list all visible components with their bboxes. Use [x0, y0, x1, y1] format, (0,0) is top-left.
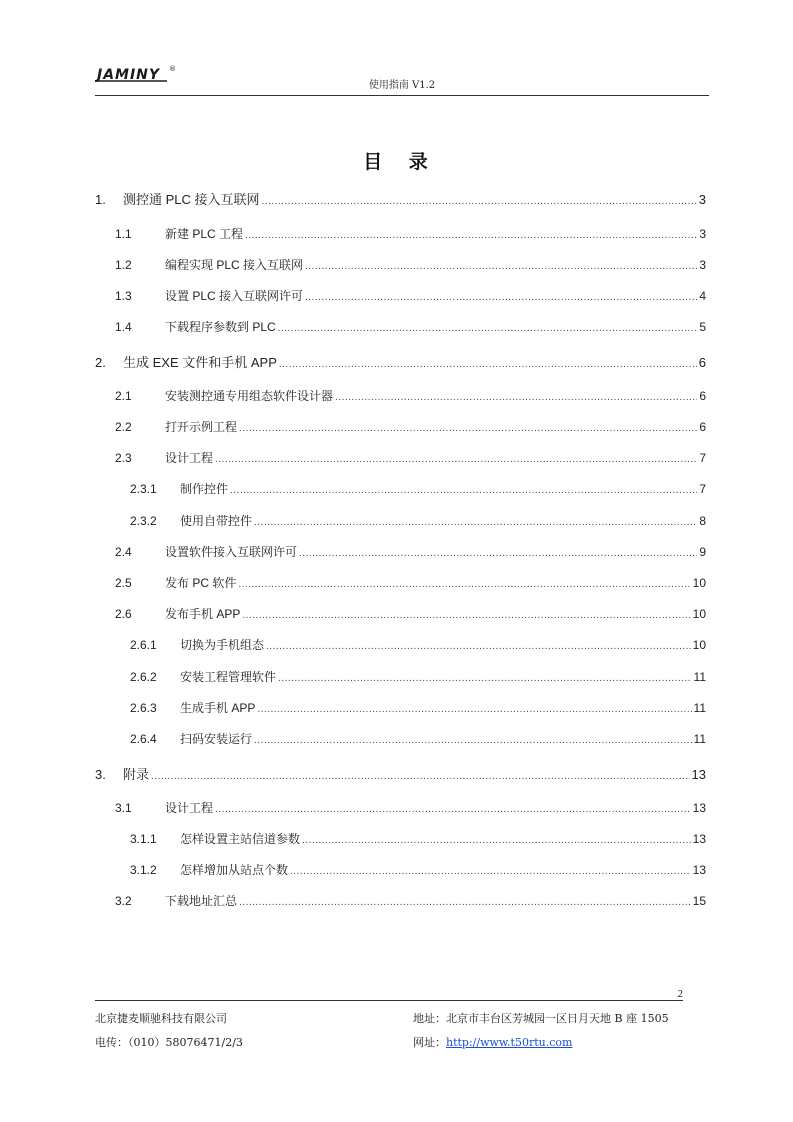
toc-entry-number: 3. [95, 767, 106, 782]
toc-entry-number: 1.4 [115, 320, 132, 334]
toc-entry-3-2[interactable] [115, 892, 706, 910]
toc-entry-page: 7 [699, 451, 706, 465]
dot-leader [238, 579, 690, 590]
toc-entry-number: 2.3.1 [130, 482, 157, 496]
toc-entry-page: 10 [692, 638, 706, 652]
toc-entry-page: 13 [692, 863, 706, 877]
toc-entry-number: 1.1 [115, 227, 132, 241]
toc-entry-2-4[interactable] [115, 543, 706, 561]
toc-entry-page: 15 [692, 894, 706, 908]
toc-entry-page: 3 [699, 258, 706, 272]
toc-entry-label: 切换为手机组态 [180, 638, 265, 652]
website-label: 网址： [413, 1036, 446, 1049]
toc-entry-1-4[interactable] [115, 318, 706, 336]
toc-entry-2-3-1[interactable] [130, 480, 706, 498]
toc-entry-page: 11 [693, 670, 706, 684]
toc-entry-2-6-1[interactable] [130, 636, 706, 654]
dot-leader [278, 673, 692, 684]
footer-divider [95, 1000, 683, 1001]
dot-leader [239, 423, 697, 434]
dot-leader [257, 704, 691, 715]
toc-entry-page: 13 [691, 767, 706, 782]
toc-entry-page: 3 [699, 227, 706, 241]
toc-entry-2-6-4[interactable] [130, 730, 706, 748]
toc-entry-page: 10 [692, 576, 706, 590]
toc-entry-page: 13 [692, 832, 706, 846]
toc-entry-page: 4 [699, 289, 706, 303]
dot-leader [254, 735, 692, 746]
website-link[interactable]: http://www.t50rtu.com [446, 1036, 573, 1049]
toc-entry-page: 6 [699, 420, 706, 434]
toc-entry-number: 2.5 [115, 576, 132, 590]
toc-entry-2[interactable] [95, 352, 706, 370]
toc-entry-label: 设置软件接入互联网许可 [165, 545, 298, 559]
toc-entry-number: 2.6.3 [130, 701, 157, 715]
toc-entry-2-6-2[interactable] [130, 668, 706, 686]
toc-entry-2-6-3[interactable] [130, 699, 706, 717]
toc-entry-page: 13 [692, 801, 706, 815]
toc-entry-number: 1.3 [115, 289, 132, 303]
website-row [413, 1034, 572, 1050]
toc-entry-number: 2.3 [115, 451, 132, 465]
toc-entry-3-1-1[interactable] [130, 830, 706, 848]
toc-entry-page: 5 [699, 320, 706, 334]
dot-leader [215, 454, 697, 465]
toc-entry-number: 2.6.2 [130, 670, 157, 684]
toc-entry-2-5[interactable] [115, 574, 706, 592]
company-address: 地址：北京市丰台区芳城园一区日月天地 B 座 1505 [413, 1012, 669, 1025]
toc-entry-label: 安装测控通专用组态软件设计器 [165, 389, 334, 403]
toc-entry-page: 6 [698, 355, 706, 370]
dot-leader [299, 548, 697, 559]
toc-entry-label: 发布 PC 软件 [165, 576, 237, 590]
toc-entry-number: 1.2 [115, 258, 132, 272]
toc-entry-label: 设计工程 [165, 801, 214, 815]
registered-mark: ® [169, 65, 176, 73]
dot-leader [335, 392, 697, 403]
toc-entry-2-1[interactable] [115, 387, 706, 405]
toc-entry-label: 制作控件 [180, 482, 229, 496]
toc-entry-page: 9 [699, 545, 706, 559]
toc-entry-label: 下载地址汇总 [165, 894, 238, 908]
toc-entry-number: 2.1 [115, 389, 132, 403]
toc-entry-3-1-2[interactable] [130, 861, 706, 879]
toc-entry-1-2[interactable] [115, 256, 706, 274]
toc-entry-label: 测控通 PLC 接入互联网 [123, 192, 260, 207]
toc-entry-label: 使用自带控件 [180, 514, 253, 528]
toc-entry-1[interactable] [95, 189, 706, 207]
logo-text: JAMINY [97, 67, 161, 83]
toc-entry-number: 3.1.1 [130, 832, 157, 846]
toc-entry-1-1[interactable] [115, 225, 706, 243]
toc-entry-number: 3.1.2 [130, 863, 157, 877]
toc-entry-number: 2. [95, 355, 106, 370]
toc-entry-page: 7 [699, 482, 706, 496]
toc-entry-page: 8 [699, 514, 706, 528]
toc-entry-label: 新建 PLC 工程 [165, 227, 244, 241]
dot-leader [262, 196, 697, 207]
toc-entry-label: 打开示例工程 [165, 420, 238, 434]
toc-entry-number: 3.1 [115, 801, 132, 815]
dot-leader [302, 835, 691, 846]
toc-entry-label: 编程实现 PLC 接入互联网 [165, 258, 304, 272]
toc-entry-1-3[interactable] [115, 287, 706, 305]
header-title: 使用指南 V1.2 [368, 80, 436, 91]
toc-entry-label: 附录 [123, 767, 150, 782]
toc-entry-label: 怎样设置主站信道参数 [180, 832, 301, 846]
dot-leader [239, 897, 691, 908]
toc-entry-2-2[interactable] [115, 418, 706, 436]
toc-entry-page: 11 [693, 701, 706, 715]
toc-entry-number: 2.6.1 [130, 638, 157, 652]
toc-entry-label: 设置 PLC 接入互联网许可 [165, 289, 304, 303]
dot-leader [279, 359, 697, 370]
dot-leader [266, 641, 691, 652]
toc-entry-label: 怎样增加从站点个数 [180, 863, 289, 877]
dot-leader [290, 866, 691, 877]
toc-entry-label: 生成手机 APP [180, 701, 256, 715]
toc-entry-2-6[interactable] [115, 605, 706, 623]
toc-entry-label: 发布手机 APP [165, 607, 241, 621]
dot-leader [305, 292, 697, 303]
toc-entry-number: 1. [95, 192, 106, 207]
toc-entry-3[interactable] [95, 764, 706, 782]
toc-entry-2-3-2[interactable] [130, 512, 706, 530]
toc-entry-label: 设计工程 [165, 451, 214, 465]
toc-entry-page: 11 [693, 732, 706, 746]
company-name: 北京捷麦顺驰科技有限公司 [95, 1012, 227, 1025]
toc-entry-label: 下载程序参数到 PLC [165, 320, 276, 334]
toc-entry-number: 2.3.2 [130, 514, 157, 528]
toc-entry-number: 2.2 [115, 420, 132, 434]
toc-entry-label: 扫码安装运行 [180, 732, 253, 746]
toc-entry-number: 2.6.4 [130, 732, 157, 746]
toc-entry-label: 安装工程管理软件 [180, 670, 277, 684]
dot-leader [230, 485, 697, 496]
toc-entry-number: 3.2 [115, 894, 132, 908]
dot-leader [254, 517, 697, 528]
toc-title: 目 录 [363, 151, 438, 173]
dot-leader [245, 230, 697, 241]
page-header [95, 60, 709, 96]
dot-leader [278, 323, 698, 334]
toc-entry-2-3[interactable] [115, 449, 706, 467]
dot-leader [215, 804, 691, 815]
toc-entry-number: 2.6 [115, 607, 132, 621]
toc-entry-3-1[interactable] [115, 799, 706, 817]
page-number: 2 [677, 988, 683, 1000]
toc-entry-page: 3 [698, 192, 706, 207]
toc-entry-page: 6 [699, 389, 706, 403]
dot-leader [151, 771, 690, 782]
dot-leader [305, 261, 697, 272]
toc-entry-label: 生成 EXE 文件和手机 APP [123, 355, 277, 370]
toc-entry-page: 10 [692, 607, 706, 621]
dot-leader [242, 610, 690, 621]
toc-entry-number: 2.4 [115, 545, 132, 559]
phone-number: 电传：（010）58076471/2/3 [95, 1036, 243, 1049]
